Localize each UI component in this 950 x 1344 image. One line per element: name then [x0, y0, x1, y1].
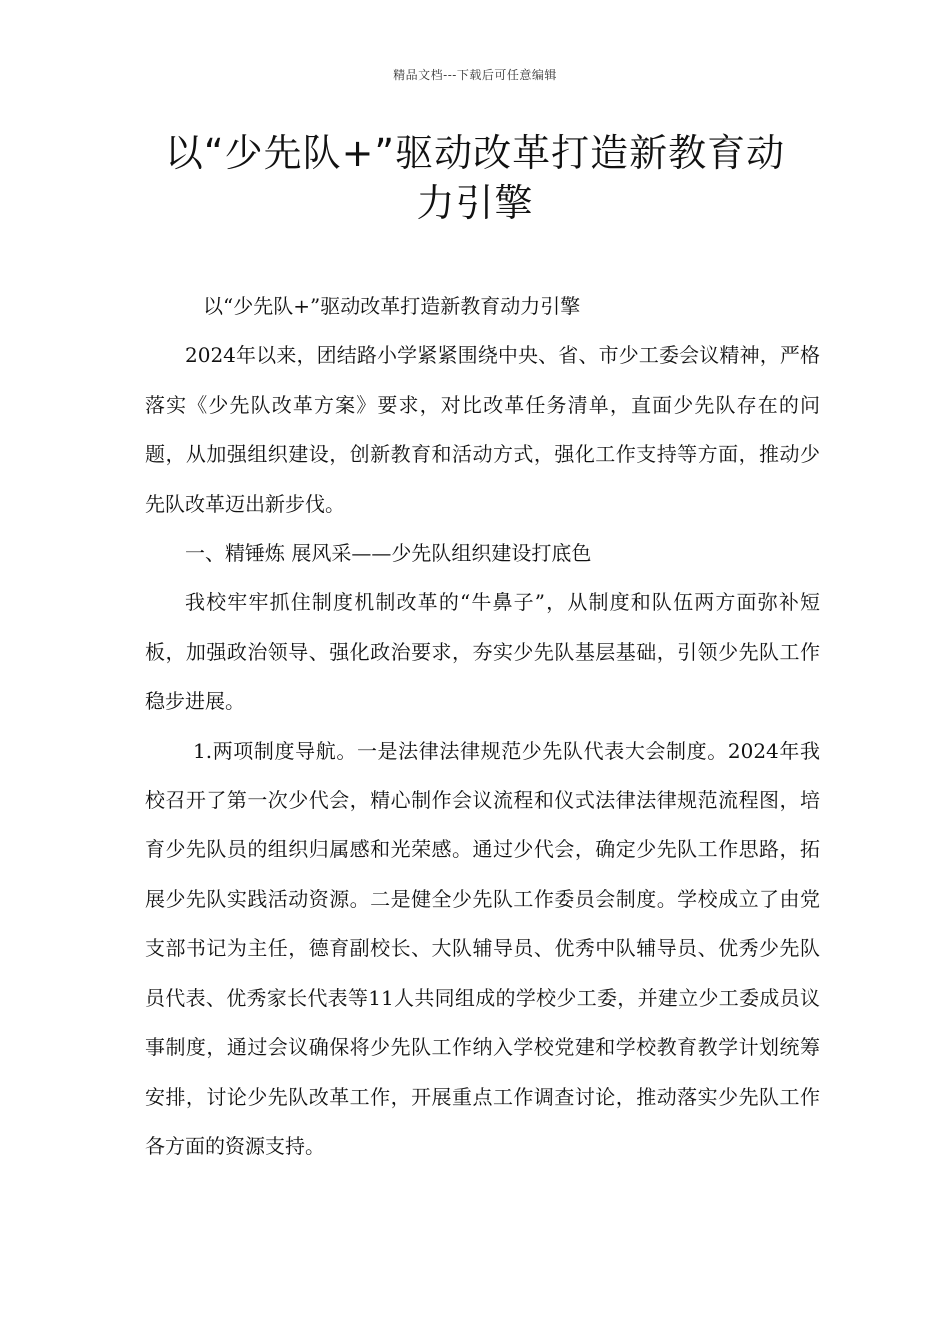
title-line-1: 以“少先队+”驱动改革打造新教育动 — [164, 131, 786, 175]
body-title-repeat: 以“少先队+”驱动改革打造新教育动力引擎 — [203, 294, 581, 318]
document-body — [145, 282, 820, 1171]
intro-paragraph: 2024年以来，团结路小学紧紧围绕中央、省、市少工委会议精神，严格落实《少先队改革方案》要求，对比改革任务清单，直面少先队存在的问题，从加强组织建设，创新教育和活动方式，强化工作支持等方面，推动少先队改革迈出新步伐。 — [145, 343, 820, 516]
section-1-paragraph: 我校牢牢抓住制度机制改革的“牛鼻子”，从制度和队伍两方面弥补短板，加强政治领导、强化政治要求，夯实少先队基层基础，引领少先队工作稳步进展。 — [145, 590, 820, 714]
item-1-paragraph: 1.两项制度导航。一是法律法律规范少先队代表大会制度。2024年我校召开了第一次少代会，精心制作会议流程和仪式法律法律规范流程图，培育少先队员的组织归属感和光荣感。通过少代会，确定少先队工作思路，拓展少先队实践活动资源。二是健全少先队工作委员会制度。学校成立了由党支部书记为主任，德育副校长、大队辅导员、优秀中队辅导员、优秀少先队员代表、优秀家长代表等11人共同组成的学校少工委，并建立少工委成员议事制度，通过会议确保将少先队工作纳入学校党建和学校教育教学计划统筹安排，讨论少先队改革工作，开展重点工作调查讨论，推动落实少先队工作各方面的资源支持。 — [145, 738, 820, 1158]
title-line-2: 力引擎 — [416, 181, 534, 225]
document-title — [130, 128, 820, 228]
header-note: 精品文档---下载后可任意编辑 — [393, 68, 557, 82]
section-1-heading: 一、精锤炼 展风采——少先队组织建设打底色 — [185, 541, 592, 566]
